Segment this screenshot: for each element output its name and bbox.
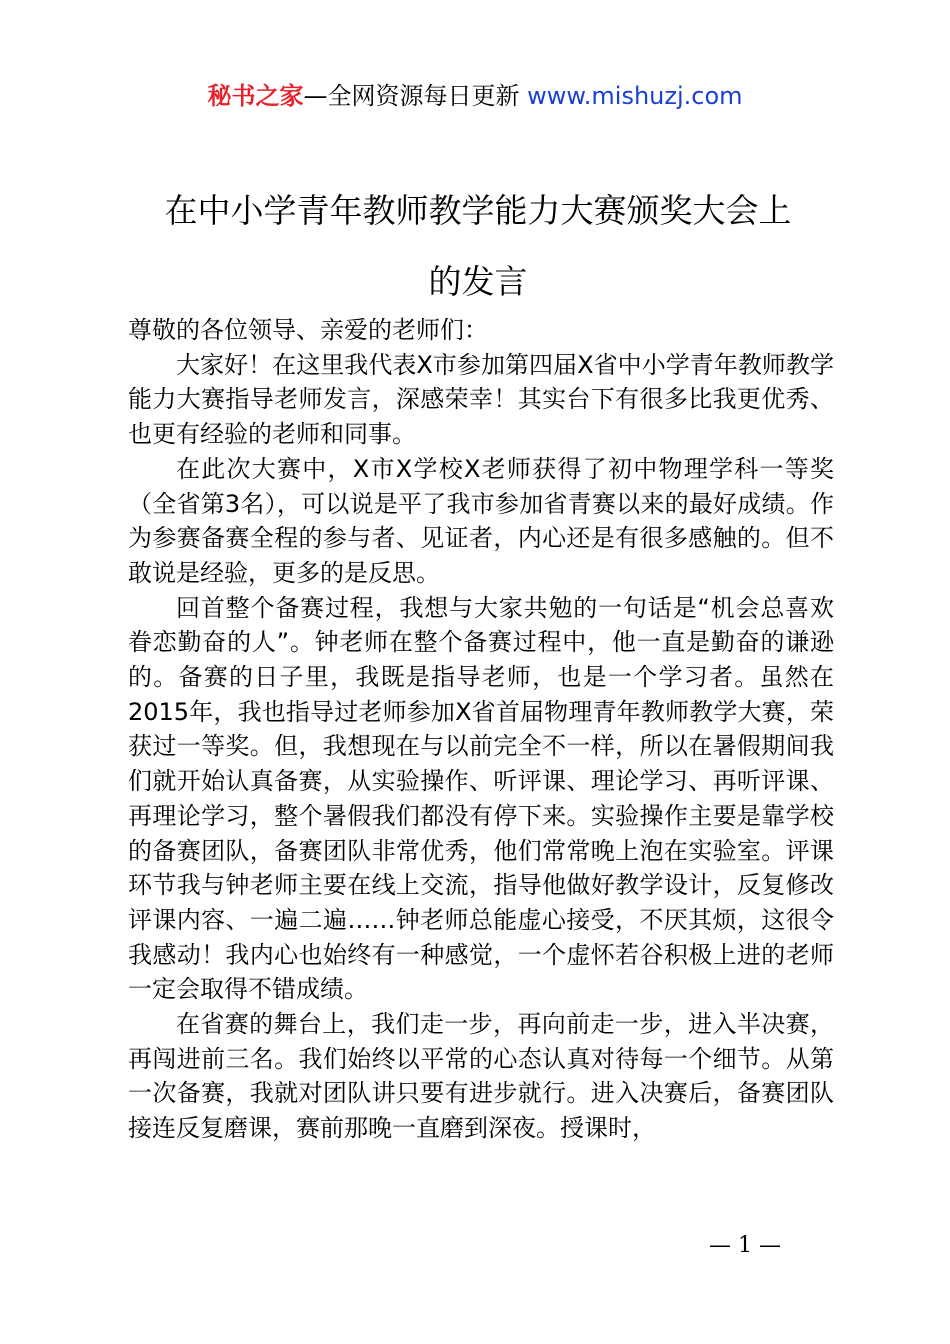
paragraph: 大家好！在这里我代表X市参加第四届X省中小学青年教师教学能力大赛指导老师发言，深感荣幸！其实台下有很多比我更优秀、也更有经验的老师和同事。: [128, 350, 834, 449]
salutation: 尊敬的各位领导、亲爱的老师们：: [128, 316, 488, 344]
paragraph: 回首整个备赛过程，我想与大家共勉的一句话是“机会总喜欢眷恋勤奋的人”。钟老师在整个备赛过程中，他一直是勤奋的谦逊的。备赛的日子里，我既是指导老师，也是一个学习者。虽然在2015年，我也指导过老师参加X省首届物理青年教师教学大赛，荣获过一等奖。但，我想现在与以前完全不一样，所以在暑假期间我们就开始认真备赛，从实验操作、听评课、理论学习、再听评课、再理论学习，整个暑假我们都没有停下来。实验操作主要是靠学校的备赛团队，备赛团队非常优秀，他们常常晚上泡在实验室。评课环节我与钟老师主要在线上交流，指导他做好教学设计，反复修改评课内容、一遍二遍……钟老师总能虚心接受，不厌其烦，这很令我感动！我内心也始终有一种感觉，一个虚怀若谷积极上进的老师一定会取得不错成绩。: [128, 593, 834, 1004]
page-number: — 1 —: [709, 1233, 781, 1258]
document-body: [128, 313, 834, 1146]
document-title-line-1: 在中小学青年教师教学能力大赛颁奖大会上: [164, 191, 792, 230]
brand-name: 秘书之家: [207, 82, 304, 110]
paragraph: 在此次大赛中，X市X学校X老师获得了初中物理学科一等奖（全省第3名），可以说是平了我市参加省青赛以来的最好成绩。作为参赛备赛全程的参与者、见证者，内心还是有很多感触的。但不敢说是经验，更多的是反思。: [128, 454, 834, 587]
header-tagline: 全网资源每日更新: [327, 82, 528, 110]
site-header: [0, 80, 950, 112]
site-url-link[interactable]: www.mishuzj.com: [527, 82, 743, 110]
document-title-line-2: 的发言: [428, 262, 528, 301]
paragraph: 在省赛的舞台上，我们走一步，再向前走一步，进入半决赛，再闯进前三名。我们始终以平常的心态认真对待每一个细节。从第一次备赛，我就对团队讲只要有进步就行。进入决赛后，备赛团队接连反复磨课，赛前那晚一直磨到深夜。授课时，: [128, 1010, 834, 1143]
header-dash: —: [303, 82, 328, 110]
